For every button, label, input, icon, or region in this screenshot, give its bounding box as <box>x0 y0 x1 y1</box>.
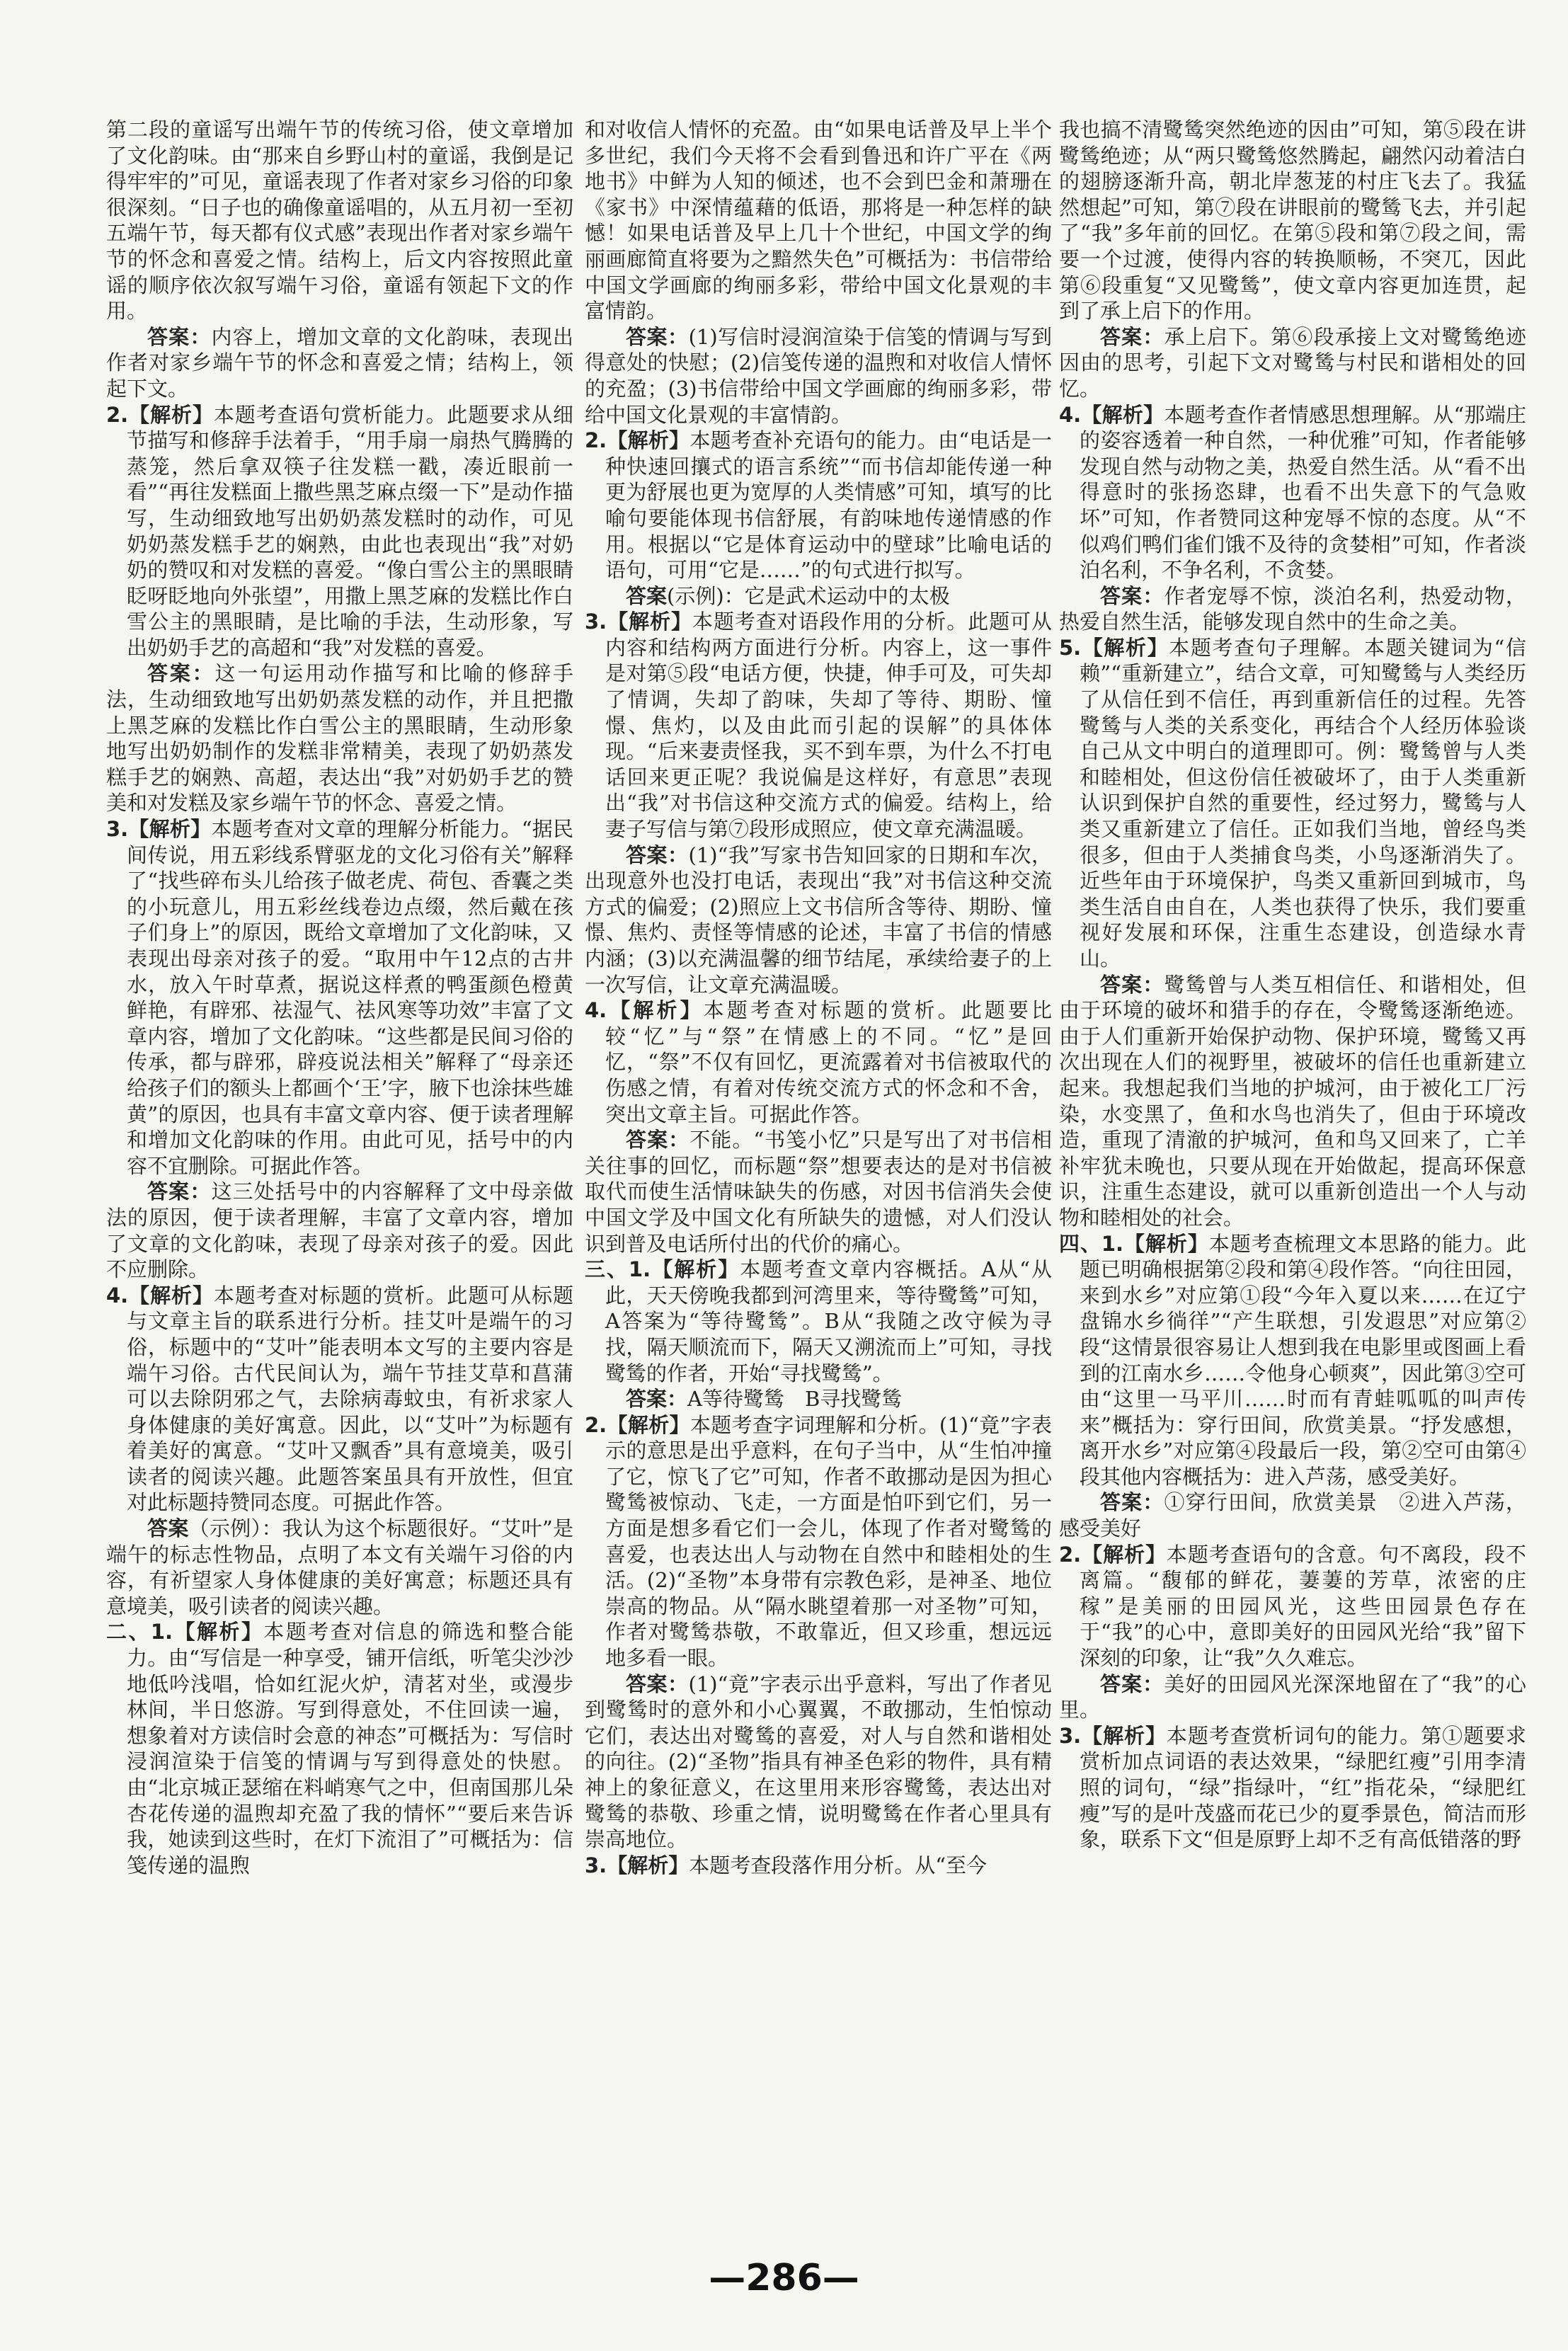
question-number: 3. <box>106 817 129 842</box>
answer-paragraph <box>585 583 1052 610</box>
answer-paragraph <box>106 660 573 816</box>
page-number: —286— <box>709 2257 859 2299</box>
answer-text: 这一句运用动作描写和比喻的修辞手法，生动细致地写出奶奶蒸发糕的动作，并且把撒上黑芝麻的发糕比作白雪公主的黑眼睛，生动形象地写出奶奶制作的发糕非常精美，表现了奶奶蒸发糕手艺的娴熟、高超，表达出“我”对奶奶手艺的赞美和对发糕及家乡端午节的怀念、喜爱之情。 <box>106 661 573 816</box>
answer-paragraph <box>1059 324 1526 402</box>
answer-paragraph <box>106 1516 573 1619</box>
analysis-text: 本题考查对标题的赏析。此题要比较“忆”与“祭”在情感上的不同。“忆”是回忆，“祭”不仅有回忆，更流露着对书信被取代的伤感之情，有着对传统交流方式的怀念和不舍，突出文章主旨。可据此作答。 <box>605 998 1052 1126</box>
analysis-tag: 【解析】 <box>173 1620 264 1644</box>
answer-text: (示例)：它是武术运动中的太极 <box>667 583 950 608</box>
answer-label: 答案： <box>1100 972 1164 997</box>
answer-paragraph <box>1059 972 1526 1231</box>
answer-label: 答案： <box>147 661 215 686</box>
answer-label: 答案： <box>626 1671 689 1696</box>
analysis-text: 本题考查对信息的筛选和整合能力。由“写信是一种享受，铺开信纸，听笔尖沙沙地低吟浅唱，恰如红泥火炉，清茗对坐，或漫步林间，半日悠游。写到得意处，不住回读一遍，想象着对方读信时会意的神态”可概括为：写信时浸润渲染于信笺的情调与写到得意处的快慰。由“北京城正瑟缩在料峭寒气之中，但南国那儿朵杏花传递的温煦却充盈了我的情怀”“要后来告诉我，她读到这些时，在灯下流泪了”可概括为：信笺传递的温煦 <box>127 1620 573 1877</box>
analysis-text: 本题考查文章内容概括。A从“从此，天天傍晚我都到河湾里来，等待鹭鸶”可知，A答案为“等待鹭鸶”。B从“我随之改守候为寻找，隔天顺流而下，隔天又溯流而上”可知，寻找鹭鸶的作者，开始“寻找鹭鸶”。 <box>605 1257 1052 1385</box>
column-left <box>106 117 573 2187</box>
paragraph: 我也搞不清鹭鸶突然绝迹的因由”可知，第⑤段在讲鹭鸶绝迹；从“两只鹭鸶悠然腾起，翩然闪动着洁白的翅膀逐渐升高，朝北岸葱茏的村庄飞去了。我猛然想起”可知，第⑦段在讲眼前的鹭鸶飞去，并引起了“我”多年前的回忆。在第⑤段和第⑦段之间，需要一个过渡，使得内容的转换顺畅，不突兀，因此第⑥段重复“又见鹭鸶”，使文章内容更加连贯，起到了承上启下的作用。 <box>1059 118 1526 324</box>
analysis-text: 本题考查赏析词句的能力。第①题要求赏析加点词语的表达效果，“绿肥红瘦”引用李清照的词句，“绿”指绿叶，“红”指花朵，“绿肥红瘦”写的是叶茂盛而花已少的夏季景色，简洁而形象，联系下文“但是原野上却不乏有高低错落的野 <box>1080 1723 1526 1852</box>
analysis-text: 本题考查对标题的赏析。此题可从标题与文章主旨的联系进行分析。挂艾叶是端午的习俗，标题中的“艾叶”能表明本文写的主要内容是端午习俗。古代民间认为，端午节挂艾草和菖蒲可以去除阴邪之气，去除病毒蚊虫，有祈求家人身体健康的美好寓意。因此，以“艾叶”为标题有着美好的寓意。“艾叶又飘香”具有意境美，吸引读者的阅读兴趣。此题答案虽具有开放性，但宜对此标题持赞同态度。可据此作答。 <box>127 1283 573 1515</box>
analysis-tag: 【解析】 <box>1123 1231 1209 1256</box>
answer-paragraph <box>585 1386 1052 1412</box>
analysis-paragraph <box>106 1283 573 1516</box>
question-number: 二、1. <box>106 1620 173 1644</box>
answer-label: 答案 <box>626 583 668 608</box>
analysis-tag: 【解析】 <box>128 402 214 427</box>
analysis-paragraph <box>585 1257 1052 1386</box>
analysis-paragraph <box>1059 1542 1526 1671</box>
analysis-tag: 【解析】 <box>651 1257 740 1282</box>
analysis-paragraph <box>106 402 573 661</box>
analysis-tag: 【解析】 <box>1081 402 1164 427</box>
column-middle <box>585 117 1052 2187</box>
answer-label: 答案： <box>626 324 689 349</box>
answer-text: 不能。“书笺小忆”只是写出了对书信相关往事的回忆，而标题“祭”想要表达的是对书信被取代而使生活情味缺失的伤感，对因书信消失会使中国文学及中国文化有所缺失的遗憾，对人们没认识到普及电话所付出的代价的痛心。 <box>585 1128 1052 1256</box>
answer-label: 答案： <box>147 324 212 349</box>
answer-label: 答案： <box>147 1179 212 1204</box>
answer-text: A等待鹭鸶 B寻找鹭鸶 <box>687 1387 903 1412</box>
analysis-text: 本题考查对语段作用的分析。此题可从内容和结构两方面进行分析。内容上，这一事件是对第⑤段“电话方便，快捷，伸手可及，可失却了情调，失却了韵味，失却了等待、期盼、憧憬、焦灼，以及由此而引起的误解”的具体体现。“后来妻责怪我，买不到车票，为什么不打电话回来更正呢？我说偏是这样好，有意思”表现出“我”对书信这种交流方式的偏爱。结构上，给妻子写信与第⑦段形成照应，使文章充满温暖。 <box>605 610 1052 842</box>
answer-text: 鹭鸶曾与人类互相信任、和谐相处，但由于环境的破坏和猎手的存在，令鹭鸶逐渐绝迹。由于人们重新开始保护动物、保护环境，鹭鸶又再次出现在人们的视野里，被破坏的信任也重新建立起来。我想起我们当地的护城河，由于被化工厂污染，水变黑了，鱼和水鸟也消失了，但由于环境改造，重现了清澈的护城河，鱼和鸟又回来了，亡羊补牢犹未晚也，只要从现在开始做起，提高环保意识，注重生态建设，就可以重新创造出一个人与动物和睦相处的社会。 <box>1059 972 1526 1230</box>
answer-text: (1)“我”写家书告知回家的日期和车次，出现意外也没打电话，表现出“我”对书信这种交流方式的偏爱；(2)照应上文书信所含等待、期盼、憧憬、焦灼、责怪等情感的论述，丰富了书信的情感内涵；(3)以充满温馨的细节结尾，承续给妻子的上一次写信，让文章充满温暖。 <box>585 842 1052 997</box>
question-number: 四、1. <box>1059 1231 1124 1256</box>
analysis-text: 本题考查作者情感思想理解。从“那端庄的姿容透着一种自然，一种优雅”可知，作者能够发现自然与动物之美，热爱自然生活。从“看不出得意时的张扬恣肆，也看不出失意下的气急败坏”可知，作者赞同这种宠辱不惊的态度。从“不似鸡们鸭们雀们饿不及待的贪婪相”可知，作者淡泊名利，不争名利，不贪婪。 <box>1080 402 1526 583</box>
analysis-text: 本题考查段落作用分析。从“至今 <box>689 1853 988 1877</box>
answer-text: (1)“竟”字表示出乎意料，写出了作者见到鹭鸶时的意外和小心翼翼，不敢挪动，生怕惊动它们，表达出对鹭鸶的喜爱，对人与自然和谐相处的向往。(2)“圣物”指具有神圣色彩的物件，具有精神上的象征意义，在这里用来形容鹭鸶，表达出对鹭鸶的恭敬、珍重之情，说明鹭鸶在作者心里具有崇高地位。 <box>585 1671 1052 1852</box>
analysis-text: 本题考查梳理文本思路的能力。此题已明确根据第②段和第④段作答。“向往田园，来到水乡”对应第①段“今年入夏以来……在辽宁盘锦水乡徜徉”“产生联想，引发遐思”对应第②段“这情景很容易让人想到我在电影里或图画上看到的江南水乡……令他身心顿爽”，因此第③空可由“这里一马平川……时而有青蛙呱呱的叫声传来”概括为：穿行田间，欣赏美景。“抒发感想，离开水乡”对应第④段最后一段，第②空可由第④段其他内容概括为：进入芦荡，感受美好。 <box>1080 1231 1526 1489</box>
question-number: 三、1. <box>585 1257 651 1282</box>
analysis-tag: 【解析】 <box>128 1283 214 1308</box>
answer-paragraph <box>585 842 1052 998</box>
analysis-text: 本题考查语句赏析能力。此题要求从细节描写和修辞手法着手，“用手扇一扇热气腾腾的蒸笼，然后拿双筷子往发糕一戳，凑近眼前一看”“再往发糕面上撒些黑芝麻点缀一下”是动作描写，生动细致地写出奶奶蒸发糕时的动作，可见奶奶蒸发糕手艺的娴熟，由此也表现出“我”对奶奶的赞叹和对发糕的喜爱。“像白雪公主的黑眼睛眨呀眨地向外张望”，用撒上黑芝麻的发糕比作白雪公主的黑眼睛，是比喻的手法，生动形象，写出奶奶手艺的高超和“我”对发糕的喜爱。 <box>127 402 573 660</box>
analysis-paragraph <box>106 816 573 1179</box>
answer-label: 答案： <box>1100 1671 1164 1696</box>
analysis-text: 本题考查句子理解。本题关键词为“信赖”“重新建立”，结合文章，可知鹭鸶与人类经历了从信任到不信任，再到重新信任的过程。先答鹭鸶与人类的关系变化，再结合个人经历体验谈自己从文中明白的道理即可。例：鹭鸶曾与人类和睦相处，但这份信任被破坏了，由于人类重新认识到保护自然的重要性，经过努力，鹭鸶与人类又重新建立了信任。正如我们当地，曾经鸟类很多，但由于人类捕食鸟类，小鸟逐渐消失了。近些年由于环境保护，鸟类又重新回到城市，鸟类生活自由自在，人类也获得了快乐，我们要重视好发展和环保，注重生态建设，创造绿水青山。 <box>1080 635 1526 971</box>
analysis-paragraph <box>585 428 1052 583</box>
question-number: 4. <box>106 1283 129 1308</box>
analysis-text: 本题考查语句的含意。句不离段，段不离篇。“馥郁的鲜花，萋萋的芳草，浓密的庄稼”是美丽的田园风光，这些田园景色存在于“我”的心中，意即美好的田园风光给“我”留下深刻的印象，让“我”久久难忘。 <box>1080 1542 1526 1671</box>
analysis-paragraph <box>1059 1723 1526 1853</box>
analysis-paragraph <box>1059 635 1526 972</box>
analysis-tag: 【解析】 <box>128 817 212 842</box>
paragraph: 第二段的童谣写出端午节的传统习俗，使文章增加了文化韵味。由“那来自乡野山村的童谣，我倒是记得牢牢的”可见，童谣表现了作者对家乡习俗的印象很深刻。“日子也的确像童谣唱的，从五月初一至初五端午节，每天都有仪式感”表现出作者对家乡端午节的怀念和喜爱之情。结构上，后文内容按照此童谣的顺序依次叙写端午习俗，童谣有领起下文的作用。 <box>106 118 573 324</box>
answer-label: 答案： <box>626 1128 690 1152</box>
answer-text: 作者宠辱不惊，淡泊名利，热爱动物，热爱自然生活，能够发现自然中的生命之美。 <box>1059 583 1526 634</box>
question-number: 2. <box>585 428 607 453</box>
question-number: 3. <box>1059 1723 1082 1748</box>
analysis-paragraph <box>585 997 1052 1127</box>
question-number: 2. <box>1059 1542 1082 1567</box>
column-right <box>1059 117 1526 2187</box>
analysis-tag: 【解析】 <box>1081 635 1169 660</box>
analysis-paragraph <box>585 1853 1052 1879</box>
question-number: 4. <box>1059 402 1082 427</box>
question-number: 3. <box>585 1853 607 1877</box>
analysis-paragraph <box>585 609 1052 842</box>
analysis-paragraph <box>1059 1231 1526 1490</box>
answer-label: 答案： <box>626 842 689 867</box>
answer-text: 内容上，增加文章的文化韵味，表现出作者对家乡端午节的怀念和喜爱之情；结构上，领起下文。 <box>106 324 573 401</box>
analysis-tag: 【解析】 <box>607 428 690 453</box>
analysis-tag: 【解析】 <box>607 1853 689 1877</box>
analysis-tag: 【解析】 <box>607 610 692 634</box>
analysis-text: 本题考查对文章的理解分析能力。“据民间传说，用五彩线系臂驱龙的文化习俗有关”解释了“找些碎布头儿给孩子做老虎、荷包、香囊之类的小玩意儿，用五彩丝线卷边点缀，然后戴在孩子们身上”的原因，既给文章增加了文化韵味，又表现出母亲对孩子的爱。“取用中午12点的古井水，放入午时草煮，据说这样煮的鸭蛋颜色橙黄鲜艳，有辟邪、祛湿气、祛风寒等功效”丰富了文章内容，增加了文化韵味。“这些都是民间习俗的传承，都与辟邪，辟疫说法相关”解释了“母亲还给孩子们的额头上都画个‘王’字，腋下也涂抹些雄黄”的原因，也具有丰富文章内容、便于读者理解和增加文化韵味的作用。由此可见，括号中的内容不宜删除。可据此作答。 <box>127 817 573 1178</box>
answer-paragraph <box>585 1671 1052 1853</box>
answer-label: 答案： <box>626 1387 688 1412</box>
answer-text: (1)写信时浸润渲染于信笺的情调与写到得意处的快慰；(2)信笺传递的温煦和对收信人情怀的充盈；(3)书信带给中国文学画廊的绚丽多彩，带给中国文化景观的丰富情韵。 <box>585 324 1052 427</box>
answer-label: 答案： <box>1100 1490 1164 1515</box>
analysis-tag: 【解析】 <box>1081 1542 1167 1567</box>
answer-paragraph <box>1059 1489 1526 1541</box>
answer-text: ①穿行田间，欣赏美景 ②进入芦荡，感受美好 <box>1059 1490 1526 1541</box>
answer-text: 承上启下。第⑥段承接上文对鹭鸶绝迹因由的思考，引起下文对鹭鸶与村民和谐相处的回忆。 <box>1059 324 1526 401</box>
analysis-tag: 【解析】 <box>607 1412 690 1437</box>
analysis-tag: 【解析】 <box>1081 1723 1167 1748</box>
answer-paragraph <box>106 1179 573 1282</box>
question-number: 3. <box>585 610 607 634</box>
analysis-text: 本题考查补充语句的能力。由“电话是一种快速回攘式的语言系统”“而书信却能传递一种更为舒展也更为宽厚的人类情感”可知，填写的比喻句要能体现书信舒展，有韵味地传递情感的作用。根据以“它是体育运动中的壁球”比喻电话的语句，可用“它是……”的句式进行拟写。 <box>605 428 1052 583</box>
answer-label: 答案： <box>1100 324 1164 349</box>
analysis-paragraph <box>1059 402 1526 583</box>
answer-paragraph <box>585 1127 1052 1257</box>
analysis-text: 本题考查字词理解和分析。(1)“竟”字表示的意思是出乎意料，在句子当中，从“生怕冲撞了它，惊飞了它”可知，作者不敢挪动是因为担心鹭鸶被惊动、飞走，一方面是怕吓到它们，另一方面是想多看它们一会儿，体现了作者对鹭鸶的喜爱，也表达出人与动物在自然中和睦相处的生活。(2)“圣物”本身带有宗教色彩，是神圣、地位崇高的物品。从“隔水眺望着那一对圣物”可知，作者对鹭鸶恭敬，不敢靠近，但又珍重，想远远地多看一眼。 <box>605 1412 1052 1671</box>
question-number: 4. <box>585 998 607 1023</box>
answer-text: 这三处括号中的内容解释了文中母亲做法的原因，便于读者理解，丰富了文章内容，增加了文章的文化韵味，表现了母亲对孩子的爱。因此不应删除。 <box>106 1179 573 1282</box>
question-number: 2. <box>585 1412 607 1437</box>
analysis-tag: 【解析】 <box>607 998 704 1023</box>
question-number: 5. <box>1059 635 1082 660</box>
answer-label: 答案 <box>147 1516 189 1541</box>
answer-paragraph <box>1059 1671 1526 1723</box>
answer-text: 美好的田园风光深深地留在了“我”的心里。 <box>1059 1671 1526 1722</box>
question-number: 2. <box>106 402 129 427</box>
answer-text: （示例）：我认为这个标题很好。“艾叶”是端午的标志性物品，点明了本文有关端午习俗的内容，有祈望家人身体健康的美好寓意；标题还具有意境美，吸引读者的阅读兴趣。 <box>106 1516 573 1618</box>
answer-paragraph <box>106 324 573 402</box>
answer-paragraph <box>585 324 1052 428</box>
analysis-paragraph <box>585 1412 1052 1671</box>
answer-paragraph <box>1059 583 1526 635</box>
answer-label: 答案： <box>1100 583 1164 608</box>
analysis-paragraph <box>106 1619 573 1878</box>
paragraph: 和对收信人情怀的充盈。由“如果电话普及早上半个多世纪，我们今天将不会看到鲁迅和许广平在《两地书》中鲜为人知的倾述，也不会到巴金和萧珊在《家书》中深情蕴藉的低语，那将是一种怎样的缺憾！如果电话普及早上几十个世纪，中国文学的绚丽画廊简直将要为之黯然失色”可概括为：书信带给中国文学画廊的绚丽多彩，带给中国文化景观的丰富情韵。 <box>585 118 1052 324</box>
